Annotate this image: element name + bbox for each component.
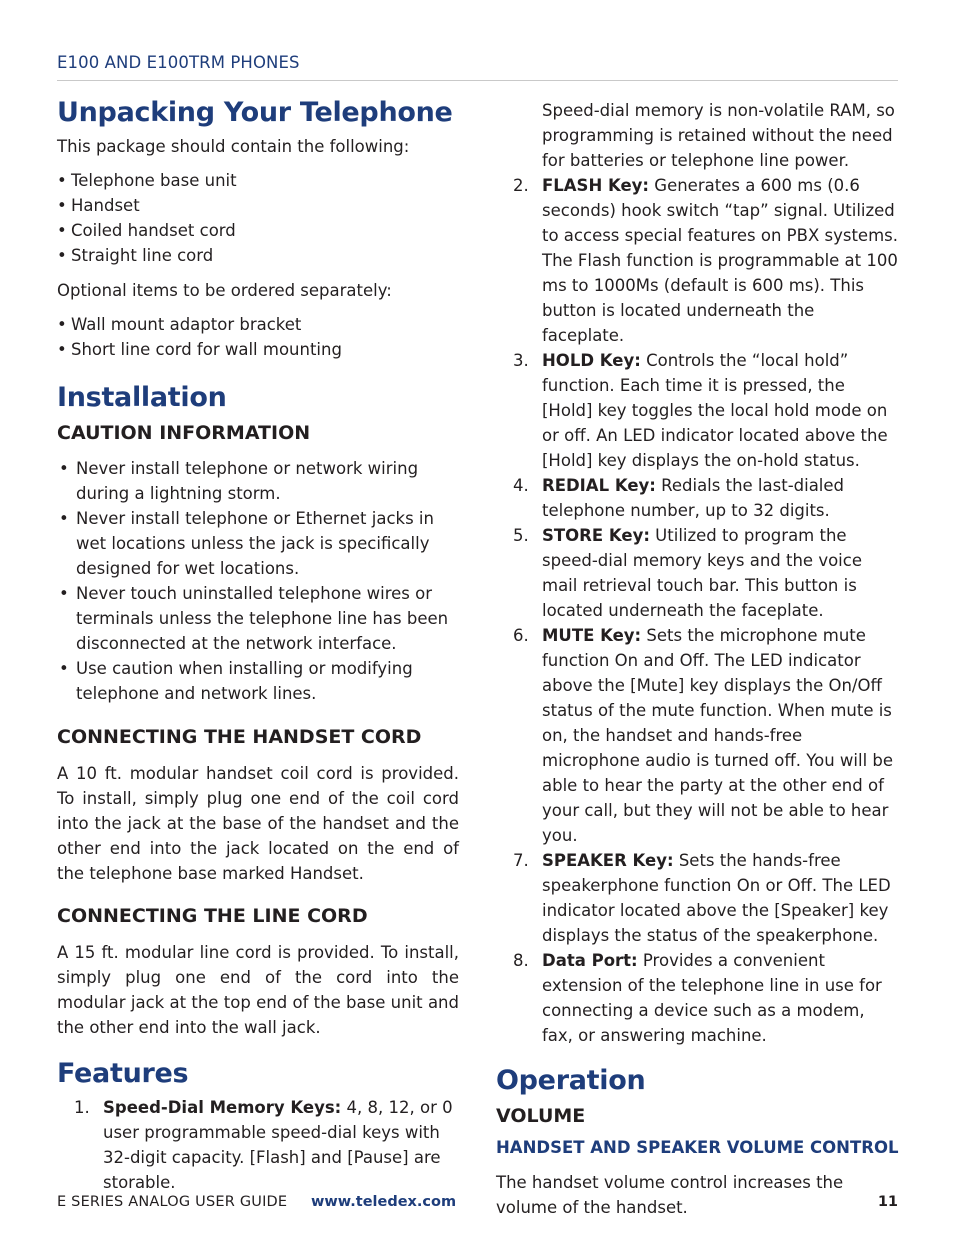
list-item: • Handset: [57, 196, 140, 215]
volume-heading: VOLUME: [496, 1105, 586, 1127]
list-item: • Use caution when installing or modifying telephone and network lines.: [59, 659, 413, 703]
list-item: • Wall mount adaptor bracket: [57, 315, 302, 334]
feature-title: STORE Key:: [542, 526, 650, 545]
volume-control-subheading: HANDSET AND SPEAKER VOLUME CONTROL: [496, 1138, 899, 1157]
feature-item: 1. Speed-Dial Memory Keys: 4, 8, 12, or 0 user programmable speed-dial keys with 32-digit capacity. [Flash] and [Pause] are storable.: [74, 1098, 453, 1192]
header-divider: [57, 80, 898, 81]
handset-cord-text: A 10 ft. modular handset coil cord is provided. To install, simply plug one end of the coil cord into the jack at the base of the handset and the other end into the jack located on the end of the telephone base marked Handset.: [57, 764, 459, 883]
caution-heading: CAUTION INFORMATION: [57, 422, 311, 444]
right-column: [496, 98, 900, 1220]
list-item: • Never install telephone or network wiring during a lightning storm.: [59, 459, 419, 503]
volume-control-text: The handset volume control increases the volume of the handset.: [496, 1173, 844, 1217]
feature-title: REDIAL Key:: [542, 476, 656, 495]
caution-list: [57, 456, 459, 706]
line-cord-heading: CONNECTING THE LINE CORD: [57, 905, 368, 927]
feature-item: 4. REDIAL Key: Redials the last-dialed telephone number, up to 32 digits.: [513, 476, 845, 520]
features-list: [57, 1095, 459, 1195]
feature-title: Speed-Dial Memory Keys:: [103, 1098, 342, 1117]
feature-title: HOLD Key:: [542, 351, 641, 370]
optional-intro: Optional items to be ordered separately:: [57, 281, 392, 300]
feature-item-continued: Speed-dial memory is non-volatile RAM, so programming is retained without the need for batteries or telephone line power.: [542, 101, 895, 170]
feature-title: MUTE Key:: [542, 626, 642, 645]
feature-title: FLASH Key:: [542, 176, 650, 195]
running-header: E100 AND E100TRM PHONES: [57, 53, 300, 72]
footer-guide-title: E SERIES ANALOG USER GUIDE: [57, 1194, 288, 1210]
optional-items-list: [57, 312, 459, 362]
page-number: 11: [877, 1194, 898, 1210]
handset-cord-heading: CONNECTING THE HANDSET CORD: [57, 726, 422, 748]
list-item: • Short line cord for wall mounting: [57, 340, 342, 359]
package-contents-list: [57, 168, 459, 268]
feature-title: Data Port:: [542, 951, 638, 970]
operation-heading: Operation: [496, 1065, 646, 1096]
list-item: • Telephone base unit: [57, 171, 237, 190]
line-cord-text: A 15 ft. modular line cord is provided. To install, simply plug one end of the cord into the modular jack at the top end of the base unit and the other end into the wall jack.: [57, 943, 459, 1037]
feature-item: 5. STORE Key: Utilized to program the speed-dial memory keys and the voice mail retrieval touch bar. This button is located underneath the faceplate.: [513, 526, 862, 620]
feature-title: SPEAKER Key:: [542, 851, 674, 870]
feature-item: 8. Data Port: Provides a convenient extension of the telephone line in use for connecting a device such as a modem, fax, or answering machine.: [513, 951, 882, 1045]
feature-item: 7. SPEAKER Key: Sets the hands-free speakerphone function On or Off. The LED indicator located above the [Speaker] key displays the status of the speakerphone.: [513, 851, 891, 945]
footer-website-link[interactable]: www.teledex.com: [311, 1194, 457, 1210]
left-column: [57, 96, 459, 1195]
feature-item: 6. MUTE Key: Sets the microphone mute function On and Off. The LED indicator above the [Mute] key displays the On/Off status of the mute function. When mute is on, the handset and hands-free microphone audio is turned off. You will be able to hear the party at the other end of your call, but they will not be able to hear you.: [513, 626, 894, 845]
list-item: • Straight line cord: [57, 246, 214, 265]
feature-item: 2. FLASH Key: Generates a 600 ms (0.6 seconds) hook switch “tap” signal. Utilized to access special features on PBX systems. The Flash function is programmable at 100 ms to 1000Ms (default is 600 ms). This button is located underneath the faceplate.: [513, 176, 898, 345]
list-item: • Never install telephone or Ethernet jacks in wet locations unless the jack is specifically designed for wet locations.: [59, 509, 434, 578]
installation-heading: Installation: [57, 382, 227, 413]
features-list-continued: [496, 98, 900, 1048]
unpacking-intro: This package should contain the following:: [57, 137, 410, 156]
list-item: • Coiled handset cord: [57, 221, 236, 240]
page-footer: [57, 1194, 898, 1214]
list-item: • Never touch uninstalled telephone wires or terminals unless the telephone line has been disconnected at the network interface.: [59, 584, 449, 653]
features-heading: Features: [57, 1058, 189, 1089]
feature-item: 3. HOLD Key: Controls the “local hold” function. Each time it is pressed, the [Hold] key toggles the local hold mode on or off. An LED indicator located above the [Hold] key displays the on-hold status.: [513, 351, 888, 470]
unpacking-heading: Unpacking Your Telephone: [57, 97, 453, 128]
